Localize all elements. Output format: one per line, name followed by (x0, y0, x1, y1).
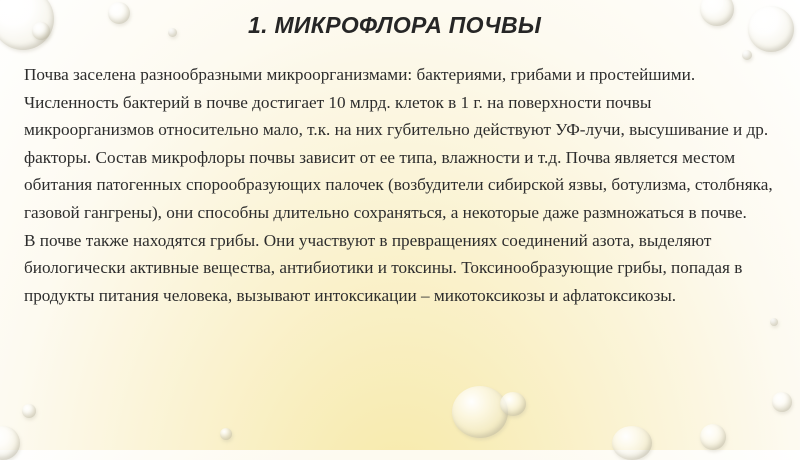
water-drop-decoration (612, 426, 652, 460)
slide-title: 1. МИКРОФЛОРА ПОЧВЫ (248, 12, 542, 38)
water-drop-decoration (22, 404, 36, 418)
water-drop-decoration (748, 6, 794, 52)
water-drop-decoration (220, 428, 232, 440)
water-drop-decoration (700, 424, 726, 450)
water-drop-decoration (108, 2, 130, 24)
paragraph-soil-microorganisms: Почва заселена разнообразными микроорганизмами: бактериями, грибами и простейшими. Численность бактерий в почве достигает 10 млрд. клеток в 1 г. на поверхности почвы микроорганизмов относительно мало, т.к. на них губительно действуют УФ-лучи, высушивание и др. факторы. Состав микрофлоры почвы зависит от ее типа, влажности и т.д. Почва является местом обитания патогенных спорообразующих палочек (возбудители сибирской язвы, ботулизма, столбняка, газовой гангрены), они способны длительно сохраняться, а некоторые даже размножаться в почве. (24, 65, 773, 222)
body-text (24, 61, 774, 309)
water-drop-decoration (700, 0, 734, 26)
water-drop-decoration (452, 386, 508, 438)
water-drop-decoration (770, 318, 778, 326)
water-drop-decoration (772, 392, 792, 412)
paragraph-soil-fungi: В почве также находятся грибы. Они участвуют в превращениях соединений азота, выделяют биологически активные вещества, антибиотики и токсины. Токсинообразующие грибы, попадая в продукты питания человека, вызывают интоксикации – микотоксикозы и афлатоксикозы. (24, 230, 743, 305)
water-drop-decoration (500, 392, 526, 416)
water-drop-decoration (168, 28, 177, 37)
water-drop-decoration (0, 426, 20, 460)
water-drop-decoration (32, 22, 50, 40)
water-drop-decoration (742, 50, 752, 60)
